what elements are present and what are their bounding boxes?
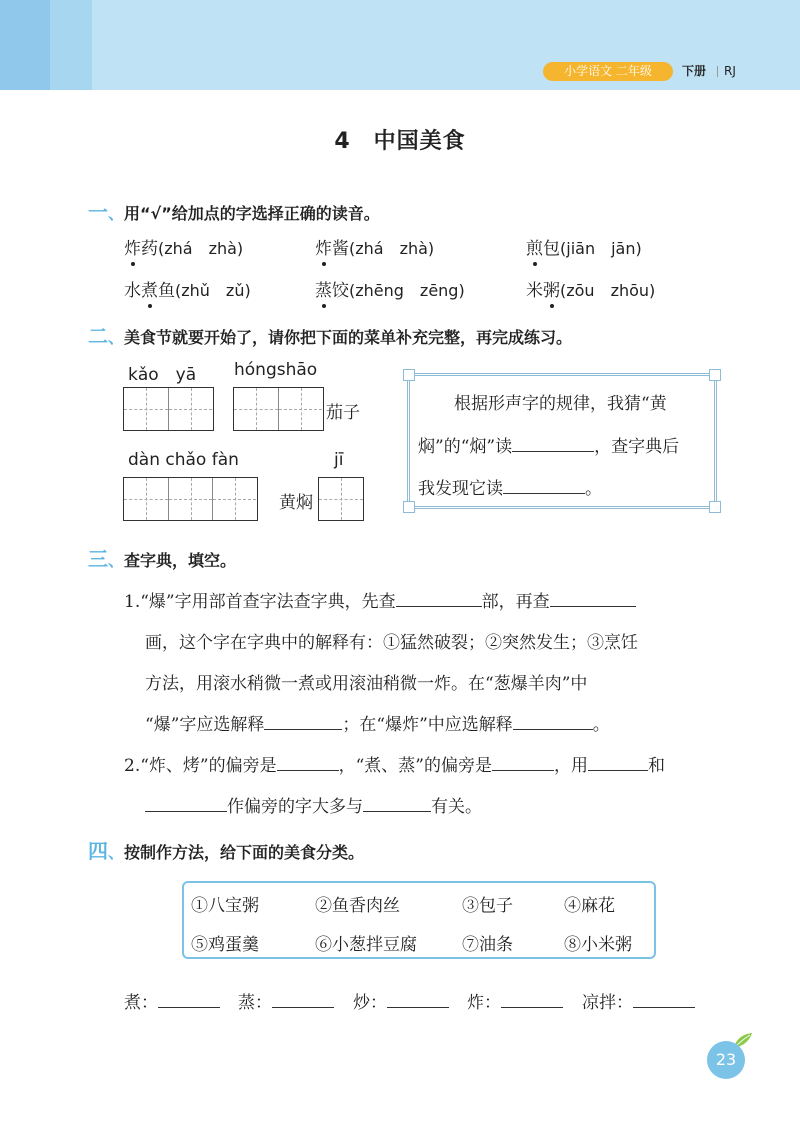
dotted-char: 蒸 xyxy=(315,281,332,301)
box-corner xyxy=(403,369,415,381)
pinyin-options[interactable]: (zhá zhà) xyxy=(158,239,244,258)
part1-item: 米粥(zōu zhōu) xyxy=(526,281,656,301)
answer-blank[interactable] xyxy=(633,1007,695,1008)
answer-blank[interactable] xyxy=(503,493,585,494)
pinyin-options[interactable]: (zhǔ zǔ) xyxy=(175,281,251,300)
part1-item: 煎包(jiān jān) xyxy=(526,239,642,259)
part4-heading: 四、按制作方法，给下面的美食分类。 xyxy=(88,839,365,863)
food-item: ②鱼香肉丝 xyxy=(315,896,400,916)
answer-blank[interactable] xyxy=(492,770,554,771)
answer-blank[interactable] xyxy=(145,811,227,812)
part1-item: 炸药(zhá zhà) xyxy=(124,239,244,259)
guess-box xyxy=(407,373,717,509)
answer-blank[interactable] xyxy=(363,811,431,812)
answer-blank[interactable] xyxy=(272,1007,334,1008)
q2-line1: 2.“炸、烤”的偏旁是 ，“煮、蒸”的偏旁是 ，用 和 xyxy=(124,756,665,776)
q1-line3: 方法，用滚水稍微一煮或用滚油稍微一炸。在“葱爆羊肉”中 xyxy=(145,674,588,694)
header-divider xyxy=(717,66,718,77)
pinyin-danchaofan: dàn chǎo fàn xyxy=(128,450,239,470)
food-list-box xyxy=(182,881,656,959)
food-item: ③包子 xyxy=(462,896,513,916)
food-item: ⑥小葱拌豆腐 xyxy=(315,935,417,955)
volume-label: 下册 xyxy=(682,64,707,78)
part4-number: 四 xyxy=(88,839,108,863)
food-item: ⑦油条 xyxy=(462,935,513,955)
pinyin-options[interactable]: (zhá zhà) xyxy=(349,239,435,258)
page-number: 23 xyxy=(707,1041,745,1079)
write-grid-kaoya[interactable] xyxy=(123,387,214,431)
part1-heading: 一、用“√”给加点的字选择正确的读音。 xyxy=(88,200,380,224)
write-grid-ji[interactable] xyxy=(318,477,364,521)
edition-label: RJ xyxy=(724,64,736,78)
answer-blank[interactable] xyxy=(264,729,342,730)
part1-number: 一 xyxy=(88,200,108,224)
write-grid-hongshao[interactable] xyxy=(233,387,324,431)
guess-line2: 焖”的“焖”读 ，查字典后 xyxy=(418,437,680,457)
subject-grade-badge: 小学语文 二年级 xyxy=(543,62,673,81)
category-zhu: 煮： xyxy=(124,988,220,1013)
pinyin-kaoya: kǎo yā xyxy=(128,365,197,385)
page-title: 4 中国美食 xyxy=(334,129,466,154)
answer-blank[interactable] xyxy=(396,606,482,607)
box-corner xyxy=(403,501,415,513)
category-chao: 炒： xyxy=(353,988,449,1013)
dotted-char: 炸 xyxy=(124,239,141,259)
guess-line3: 我发现它读 。 xyxy=(418,479,602,499)
part1-instruction: 用“√”给加点的字选择正确的读音。 xyxy=(124,204,380,223)
answer-blank[interactable] xyxy=(158,1007,220,1008)
header-strip-mid xyxy=(50,0,92,90)
part4-instruction: 按制作方法，给下面的美食分类。 xyxy=(124,843,365,862)
answer-blank[interactable] xyxy=(550,606,636,607)
q2-line2: 作偏旁的字大多与 有关。 xyxy=(145,792,482,817)
answer-blank[interactable] xyxy=(501,1007,563,1008)
pinyin-hongshao: hóngshāo xyxy=(234,360,318,380)
dotted-char: 煎 xyxy=(526,239,543,259)
part3-number: 三 xyxy=(88,547,108,571)
q1-line2: 画，这个字在字典中的解释有：①猛然破裂；②突然发生；③烹饪 xyxy=(145,633,638,653)
answer-blank[interactable] xyxy=(387,1007,449,1008)
dotted-char: 煮 xyxy=(141,281,158,301)
write-grid-danchaofan[interactable] xyxy=(123,477,258,521)
food-item: ⑧小米粥 xyxy=(564,935,632,955)
header-band xyxy=(0,0,800,90)
pinyin-ji: jī xyxy=(334,450,344,470)
answer-blank[interactable] xyxy=(512,451,594,452)
guess-line1: 根据形声字的规律，我猜“黄 xyxy=(454,394,667,414)
part1-item: 炸酱(zhá zhà) xyxy=(315,239,435,259)
part1-item: 水煮鱼(zhǔ zǔ) xyxy=(124,281,251,301)
huangmen-text: 黄焖 xyxy=(279,493,313,513)
answer-blank[interactable] xyxy=(513,729,593,730)
part3-instruction: 查字典，填空。 xyxy=(124,551,237,570)
pinyin-options[interactable]: (zōu zhōu) xyxy=(560,281,656,300)
food-item: ④麻花 xyxy=(564,896,615,916)
answer-blank[interactable] xyxy=(277,770,339,771)
qiezi-text: 茄子 xyxy=(326,403,360,423)
box-corner xyxy=(709,501,721,513)
part2-instruction: 美食节就要开始了，请你把下面的菜单补充完整，再完成练习。 xyxy=(124,328,573,347)
dotted-char: 粥 xyxy=(543,281,560,301)
part1-item: 蒸饺(zhēng zēng) xyxy=(315,281,465,301)
answer-blank[interactable] xyxy=(588,770,648,771)
q1-line4: “爆”字应选解释 ；在“爆炸”中应选解释 。 xyxy=(145,715,610,735)
header-strip-dark xyxy=(0,0,50,90)
pinyin-options[interactable]: (jiān jān) xyxy=(560,239,642,258)
food-item: ⑤鸡蛋羹 xyxy=(191,935,259,955)
box-corner xyxy=(709,369,721,381)
part2-heading: 二、美食节就要开始了，请你把下面的菜单补充完整，再完成练习。 xyxy=(88,324,573,348)
pinyin-options[interactable]: (zhēng zēng) xyxy=(349,281,465,300)
q1-line1: 1.“爆”字用部首查字法查字典，先查 部，再查 xyxy=(124,587,636,612)
category-zheng: 蒸： xyxy=(238,988,334,1013)
category-liangban: 凉拌： xyxy=(582,988,695,1013)
part2-number: 二 xyxy=(88,324,108,348)
food-item: ①八宝粥 xyxy=(191,896,259,916)
part3-heading: 三、查字典，填空。 xyxy=(88,547,237,571)
dotted-char: 炸 xyxy=(315,239,332,259)
category-zha: 炸： xyxy=(467,988,563,1013)
